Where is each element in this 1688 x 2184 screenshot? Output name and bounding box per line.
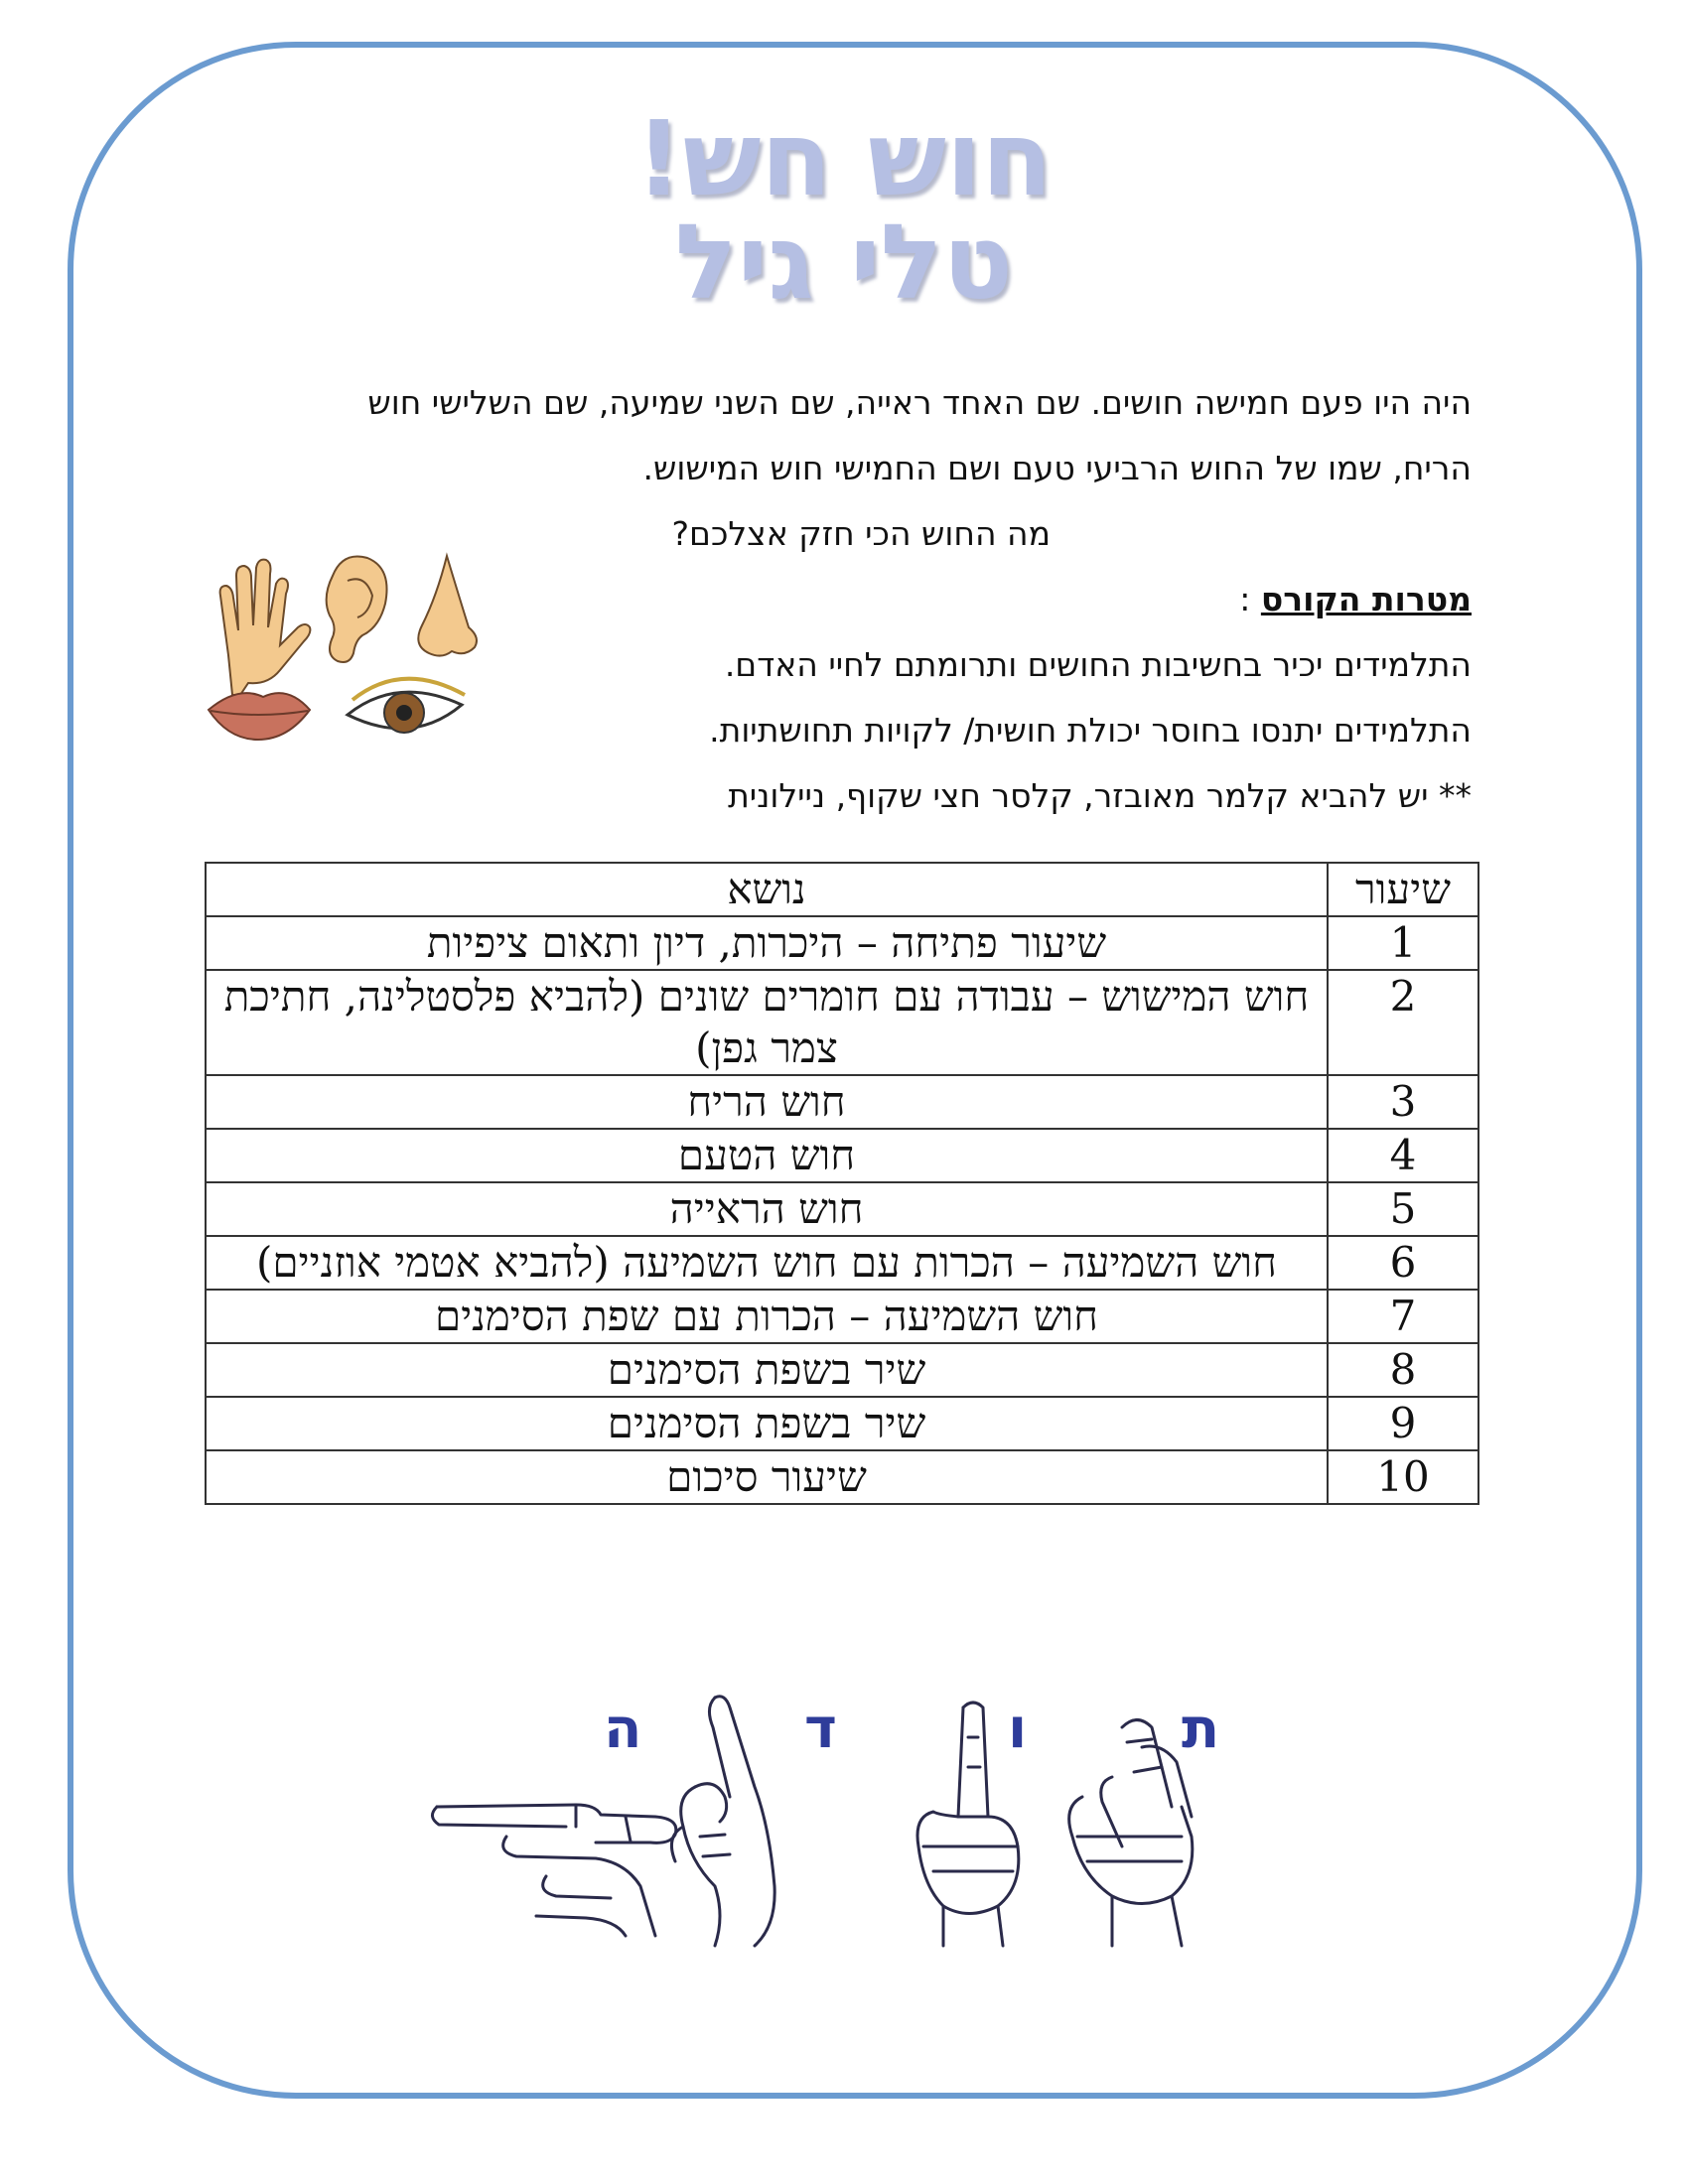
lessons-table [205, 862, 1479, 1505]
lesson-number: 10 [1328, 1450, 1478, 1504]
lesson-topic: חוש הריח [206, 1075, 1328, 1129]
lesson-topic: חוש הטעם [206, 1129, 1328, 1182]
table-row [206, 970, 1478, 1075]
sign-hand-tav-icon [1069, 1720, 1193, 1947]
materials-note: ** יש להביא קלמר מאובזר, קלסר חצי שקוף, ניילונית [728, 776, 1472, 815]
sign-letter-dalet: ד [804, 1697, 837, 1761]
lesson-topic: שיעור פתיחה – היכרות, דיון ותאום ציפיות [206, 916, 1328, 970]
lesson-topic: חוש השמיעה – הכרות עם חוש השמיעה (להביא אטמי אוזניים) [206, 1236, 1328, 1290]
lesson-topic: חוש המישוש – עבודה עם חומרים שונים (להביא פלסטלינה, חתיכת צמר גפן) [206, 970, 1328, 1075]
lips-icon [209, 693, 310, 740]
lesson-topic: שיר בשפת הסימנים [206, 1343, 1328, 1397]
lesson-number: 8 [1328, 1343, 1478, 1397]
title-line-2: טלי גיל [674, 202, 1014, 323]
nose-icon [418, 556, 477, 656]
lesson-number: 2 [1328, 970, 1478, 1075]
sign-letter-tav: ת [1182, 1697, 1220, 1761]
table-row [206, 1075, 1478, 1129]
lesson-number: 3 [1328, 1075, 1478, 1129]
table-row [206, 1182, 1478, 1236]
goals-colon: : [1239, 580, 1251, 618]
lesson-number: 5 [1328, 1182, 1478, 1236]
title-line-1: חוש חש! [635, 98, 1053, 219]
lesson-number: 7 [1328, 1290, 1478, 1343]
lesson-topic: חוש השמיעה – הכרות עם שפת הסימנים [206, 1290, 1328, 1343]
lesson-topic: שיעור סיכום [206, 1450, 1328, 1504]
lesson-number: 1 [1328, 916, 1478, 970]
senses-illustration [199, 536, 496, 754]
goals-heading: מטרות הקורס [1260, 580, 1472, 618]
table-row [206, 1129, 1478, 1182]
intro-question: מה החוש הכי חזק אצלכם? [671, 514, 1051, 553]
lesson-number: 9 [1328, 1397, 1478, 1450]
hand-icon [220, 560, 311, 695]
table-row [206, 916, 1478, 970]
table-row [206, 1290, 1478, 1343]
table-header-row [206, 863, 1478, 916]
sign-language-illustration [427, 1688, 1241, 1956]
ear-icon [327, 556, 387, 662]
lesson-topic: חוש הראייה [206, 1182, 1328, 1236]
header-topic: נושא [206, 863, 1328, 916]
sign-hand-he-icon [432, 1805, 675, 1936]
table-row [206, 1343, 1478, 1397]
table-row [206, 1236, 1478, 1290]
goal-item-2: התלמידים יתנסו בחוסר יכולת חושית/ לקויות תחושתיות. [709, 711, 1472, 750]
goals-heading-row [1239, 580, 1472, 618]
lesson-number: 4 [1328, 1129, 1478, 1182]
sign-letter-vav: ו [1008, 1697, 1028, 1761]
lesson-topic: שיר בשפת הסימנים [206, 1397, 1328, 1450]
intro-line-1: היה היו פעם חמישה חושים. שם האחד ראייה, שם השני שמיעה, שם השלישי חוש [367, 383, 1472, 422]
table-row [206, 1450, 1478, 1504]
intro-line-2: הריח, שמו של החוש הרביעי טעם ושם החמישי חוש המישוש. [642, 449, 1472, 487]
sign-hand-dalet-icon [671, 1697, 774, 1946]
goal-item-1: התלמידים יכיר בחשיבות החושים ותרומתם לחיי האדם. [724, 645, 1472, 684]
eye-icon [348, 679, 465, 733]
sign-hand-vav-icon [917, 1703, 1019, 1946]
table-row [206, 1397, 1478, 1450]
lesson-number: 6 [1328, 1236, 1478, 1290]
header-lesson: שיעור [1328, 863, 1478, 916]
sign-letter-he: ה [604, 1697, 642, 1761]
